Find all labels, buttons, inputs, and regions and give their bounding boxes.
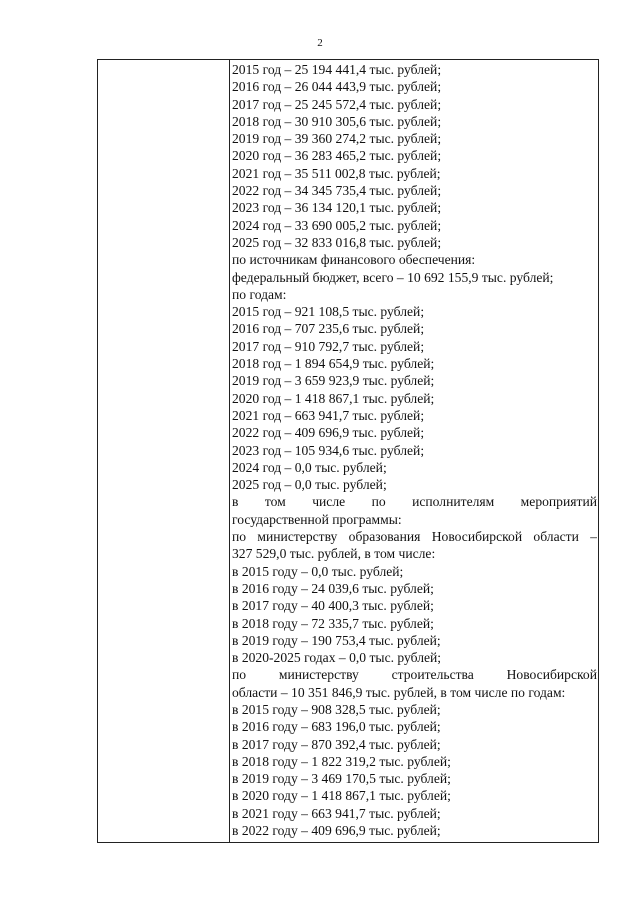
text-line: 2024 год – 33 690 005,2 тыс. рублей; <box>232 217 442 233</box>
text-line: в 2020-2025 годах – 0,0 тыс. рублей; <box>232 650 442 666</box>
text-line: в 2017 году – 40 400,3 тыс. рублей; <box>232 598 434 614</box>
text-line: в 2019 году – 190 753,4 тыс. рублей; <box>232 632 441 648</box>
text-line: 2022 год – 409 696,9 тыс. рублей; <box>232 425 425 441</box>
text-line: федеральный бюджет, всего – 10 692 155,9 тыс. рублей; <box>232 269 554 285</box>
text-line: 2019 год – 39 360 274,2 тыс. рублей; <box>232 131 442 147</box>
text-line: 2021 год – 35 511 002,8 тыс. рублей; <box>232 165 441 181</box>
text-line: по годам: <box>232 286 287 302</box>
text-line: в 2018 году – 72 335,7 тыс. рублей; <box>232 615 434 631</box>
table-left-cell <box>98 60 229 842</box>
text-line: 2019 год – 3 659 923,9 тыс. рублей; <box>232 373 435 389</box>
text-line: 2023 год – 36 134 120,1 тыс. рублей; <box>232 200 442 216</box>
text-line: в 2015 году – 908 328,5 тыс. рублей; <box>232 701 441 717</box>
text-line: в 2021 году – 663 941,7 тыс. рублей; <box>232 805 441 821</box>
text-line: 2016 год – 26 044 443,9 тыс. рублей; <box>232 79 442 95</box>
text-line: государственной программы: <box>232 511 402 527</box>
text-line: в 2020 году – 1 418 867,1 тыс. рублей; <box>232 788 451 804</box>
text-line: в 2015 году – 0,0 тыс. рублей; <box>232 563 404 579</box>
table-right-cell <box>232 61 597 839</box>
text-line: в 2016 году – 24 039,6 тыс. рублей; <box>232 580 434 596</box>
text-line: в 2017 году – 870 392,4 тыс. рублей; <box>232 736 441 752</box>
text-line: 2023 год – 105 934,6 тыс. рублей; <box>232 442 425 458</box>
text-line: области – 10 351 846,9 тыс. рублей, в том числе по годам: <box>232 684 566 700</box>
text-line: 2020 год – 36 283 465,2 тыс. рублей; <box>232 148 442 164</box>
text-line: 2024 год – 0,0 тыс. рублей; <box>232 459 387 475</box>
text-line: 2016 год – 707 235,6 тыс. рублей; <box>232 321 425 337</box>
text-line: в 2018 году – 1 822 319,2 тыс. рублей; <box>232 753 451 769</box>
text-line: 2015 год – 25 194 441,4 тыс. рублей; <box>232 62 442 77</box>
text-line: в 2016 году – 683 196,0 тыс. рублей; <box>232 719 441 735</box>
text-line: 2015 год – 921 108,5 тыс. рублей; <box>232 304 425 320</box>
text-line: в 2019 году – 3 469 170,5 тыс. рублей; <box>232 771 451 787</box>
text-line: 2022 год – 34 345 735,4 тыс. рублей; <box>232 183 442 199</box>
document-table <box>97 59 599 843</box>
text-line: 2021 год – 663 941,7 тыс. рублей; <box>232 407 425 423</box>
text-line: 2025 год – 32 833 016,8 тыс. рублей; <box>232 234 442 250</box>
text-line: по министерству образования Новосибирской области – <box>232 529 597 545</box>
page-number: 2 <box>317 37 323 49</box>
text-line: 2017 год – 910 792,7 тыс. рублей; <box>232 338 425 354</box>
text-line: 327 529,0 тыс. рублей, в том числе: <box>232 546 436 562</box>
column-divider <box>229 60 230 842</box>
text-line: по источникам финансового обеспечения: <box>232 252 476 268</box>
text-line: в том числе по исполнителям мероприятий <box>232 494 597 510</box>
text-line: 2018 год – 30 910 305,6 тыс. рублей; <box>232 113 442 129</box>
text-line: 2020 год – 1 418 867,1 тыс. рублей; <box>232 390 435 406</box>
text-line: в 2022 году – 409 696,9 тыс. рублей; <box>232 823 441 839</box>
text-line: по министерству строительства Новосибирской <box>232 667 597 683</box>
text-line: 2025 год – 0,0 тыс. рублей; <box>232 477 387 493</box>
text-line: 2018 год – 1 894 654,9 тыс. рублей; <box>232 356 435 372</box>
text-line: 2017 год – 25 245 572,4 тыс. рублей; <box>232 96 442 112</box>
